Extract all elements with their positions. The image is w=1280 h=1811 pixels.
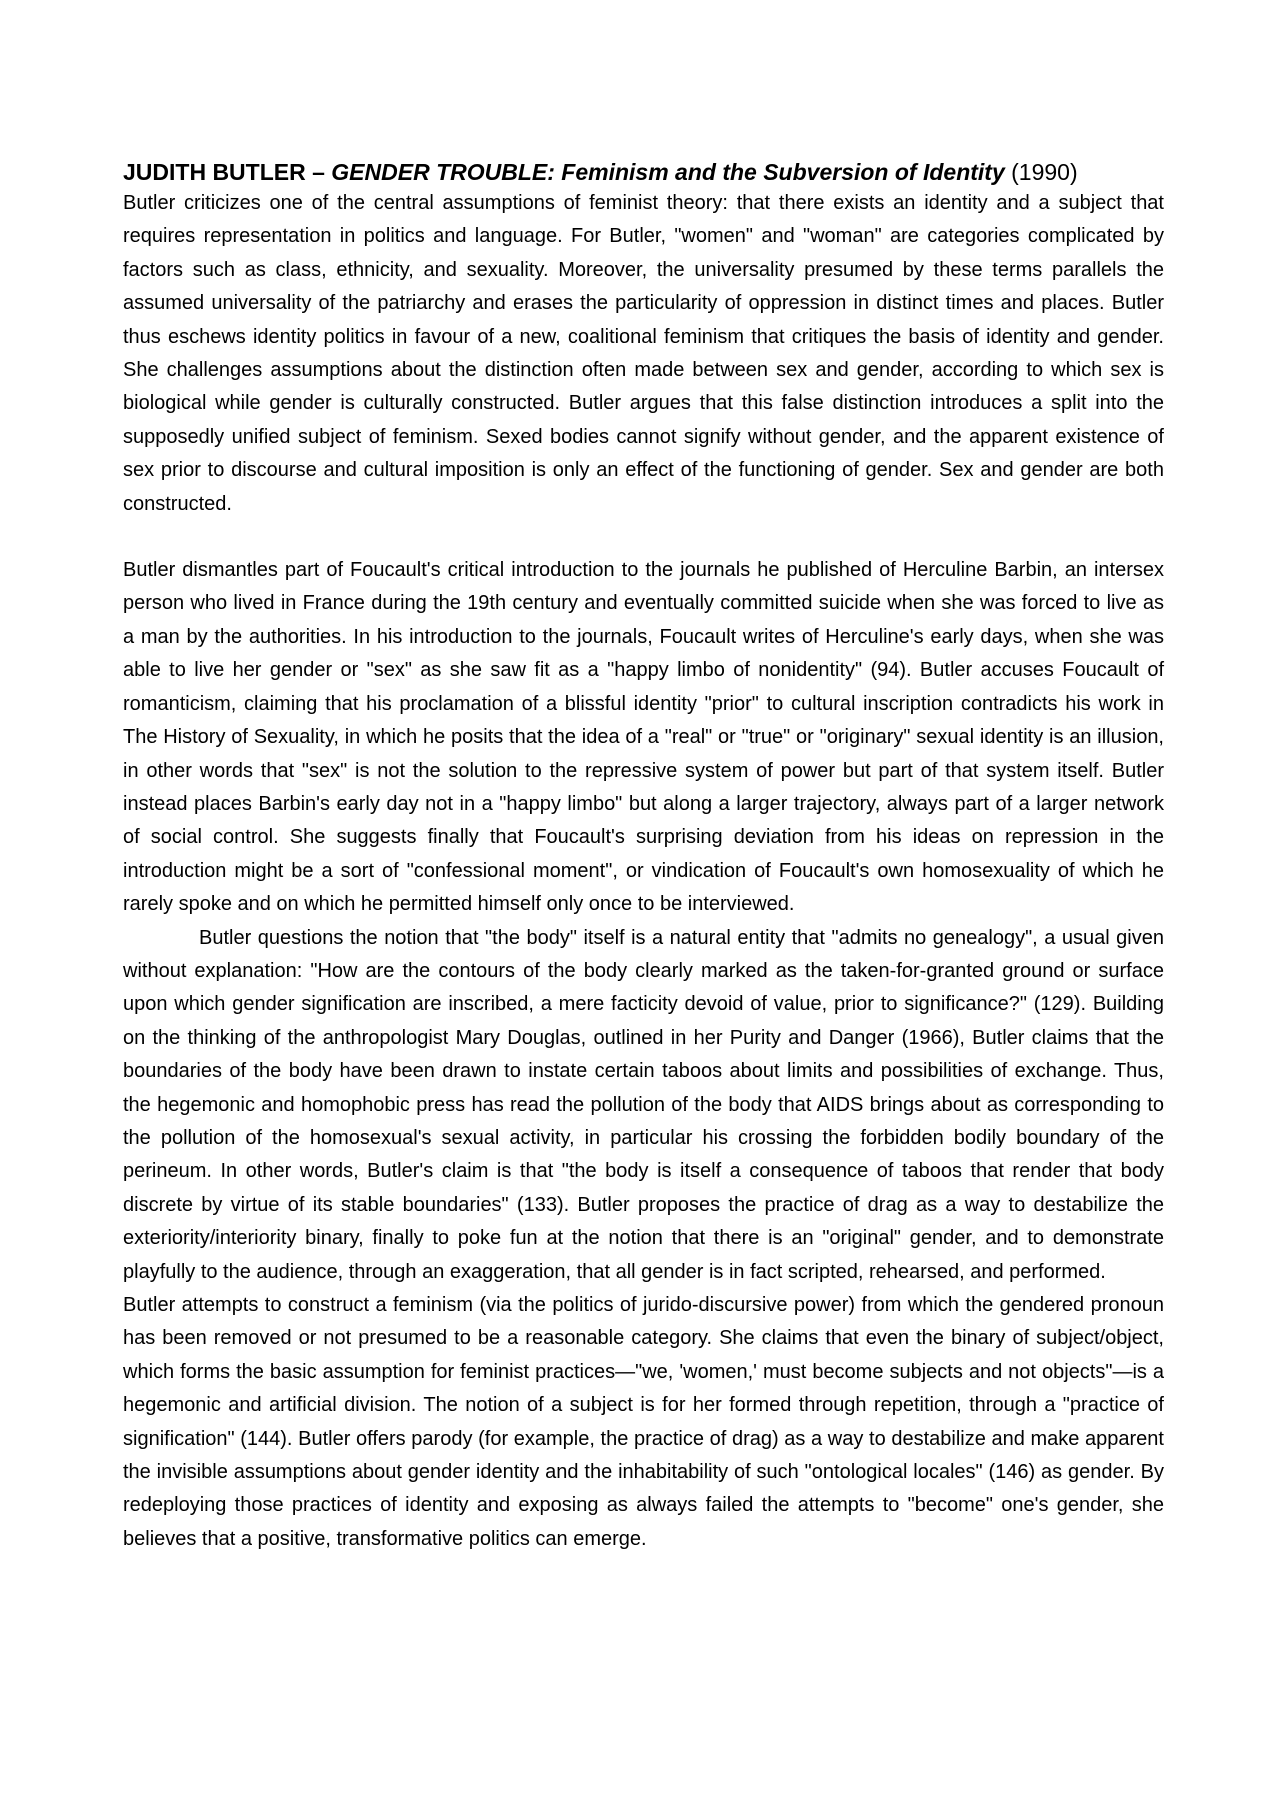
document-heading (123, 157, 1164, 187)
paragraph-foucault-barbin: Butler dismantles part of Foucault's critical introduction to the journals he published of Herculine Barbin, an intersex person who lived in France during the 19th century and eventually committed suicide when she was forced to live as a man by the authorities. In his introduction to the journals, Foucault writes of Herculine's early days, when she was able to live her gender or "sex" as she saw fit as a "happy limbo of nonidentity" (94). Butler accuses Foucault of romanticism, claiming that his proclamation of a blissful identity "prior" to cultural inscription contradicts his work in The History of Sexuality, in which he posits that the idea of a "real" or "true" or "originary" sexual identity is an illusion, in other words that "sex" is not the solution to the repressive system of power but part of that system itself. Butler instead places Barbin's early day not in a "happy limbo" but along a larger trajectory, always part of a larger network of social control. She suggests finally that Foucault's surprising deviation from his ideas on repression in the introduction might be a sort of "confessional moment", or vindication of Foucault's own homosexuality of which he rarely spoke and on which he permitted himself only once to be interviewed. (123, 559, 1164, 916)
paragraph-feminism-subject: Butler attempts to construct a feminism (via the politics of jurido-discursive power) from which the gendered pronoun has been removed or not presumed to be a reasonable category. She claims that even the binary of subject/object, which forms the basic assumption for feminist practices—"we, 'women,' must become subjects and not objects"—is a hegemonic and artificial division. The notion of a subject is for her formed through repetition, through a "practice of signification" (144). Butler offers parody (for example, the practice of drag) as a way to destabilize and make apparent the invisible assumptions about gender identity and the inhabitability of such "ontological locales" (146) as gender. By redeploying those practices of identity and exposing as always failed the attempts to "become" one's gender, she believes that a positive, transformative politics can emerge. (123, 1294, 1164, 1550)
paragraph-body-genealogy: Butler questions the notion that "the body" itself is a natural entity that "admits no genealogy", a usual given without explanation: "How are the contours of the body clearly marked as the taken-for-granted ground or surface upon which gender signification are inscribed, a mere facticity devoid of value, prior to significance?" (129). Building on the thinking of the anthropologist Mary Douglas, outlined in her Purity and Danger (1966), Butler claims that the boundaries of the body have been drawn to instate certain taboos about limits and possibilities of exchange. Thus, the hegemonic and homophobic press has read the pollution of the body that AIDS brings about as corresponding to the pollution of the homosexual's sexual activity, in particular his crossing the forbidden bodily boundary of the perineum. In other words, Butler's claim is that "the body is itself a consequence of taboos that render that body discrete by virtue of its stable boundaries" (133). Butler proposes the practice of drag as a way to destabilize the exteriority/interiority binary, finally to poke fun at the notion that there is an "original" gender, and to demonstrate playfully to the audience, through an exaggeration, that all gender is in fact scripted, rehearsed, and performed. (123, 926, 1164, 1283)
heading-title: GENDER TROUBLE: Feminism and the Subversion of Identity (331, 159, 1005, 185)
document-page (123, 157, 1164, 1556)
heading-author: JUDITH BUTLER – (123, 159, 325, 185)
paragraph-gender-critique: Butler criticizes one of the central assumptions of feminist theory: that there exists an identity and a subject that requires representation in politics and language. For Butler, "women" and "woman" are categories complicated by factors such as class, ethnicity, and sexuality. Moreover, the universality presumed by these terms parallels the assumed universality of the patriarchy and erases the particularity of oppression in distinct times and places. Butler thus eschews identity politics in favour of a new, coalitional feminism that critiques the basis of identity and gender. She challenges assumptions about the distinction often made between sex and gender, according to which sex is biological while gender is culturally constructed. Butler argues that this false distinction introduces a split into the supposedly unified subject of feminism. Sexed bodies cannot signify without gender, and the apparent existence of sex prior to discourse and cultural imposition is only an effect of the functioning of gender. Sex and gender are both constructed. (123, 192, 1164, 515)
heading-year: (1990) (1011, 159, 1078, 185)
